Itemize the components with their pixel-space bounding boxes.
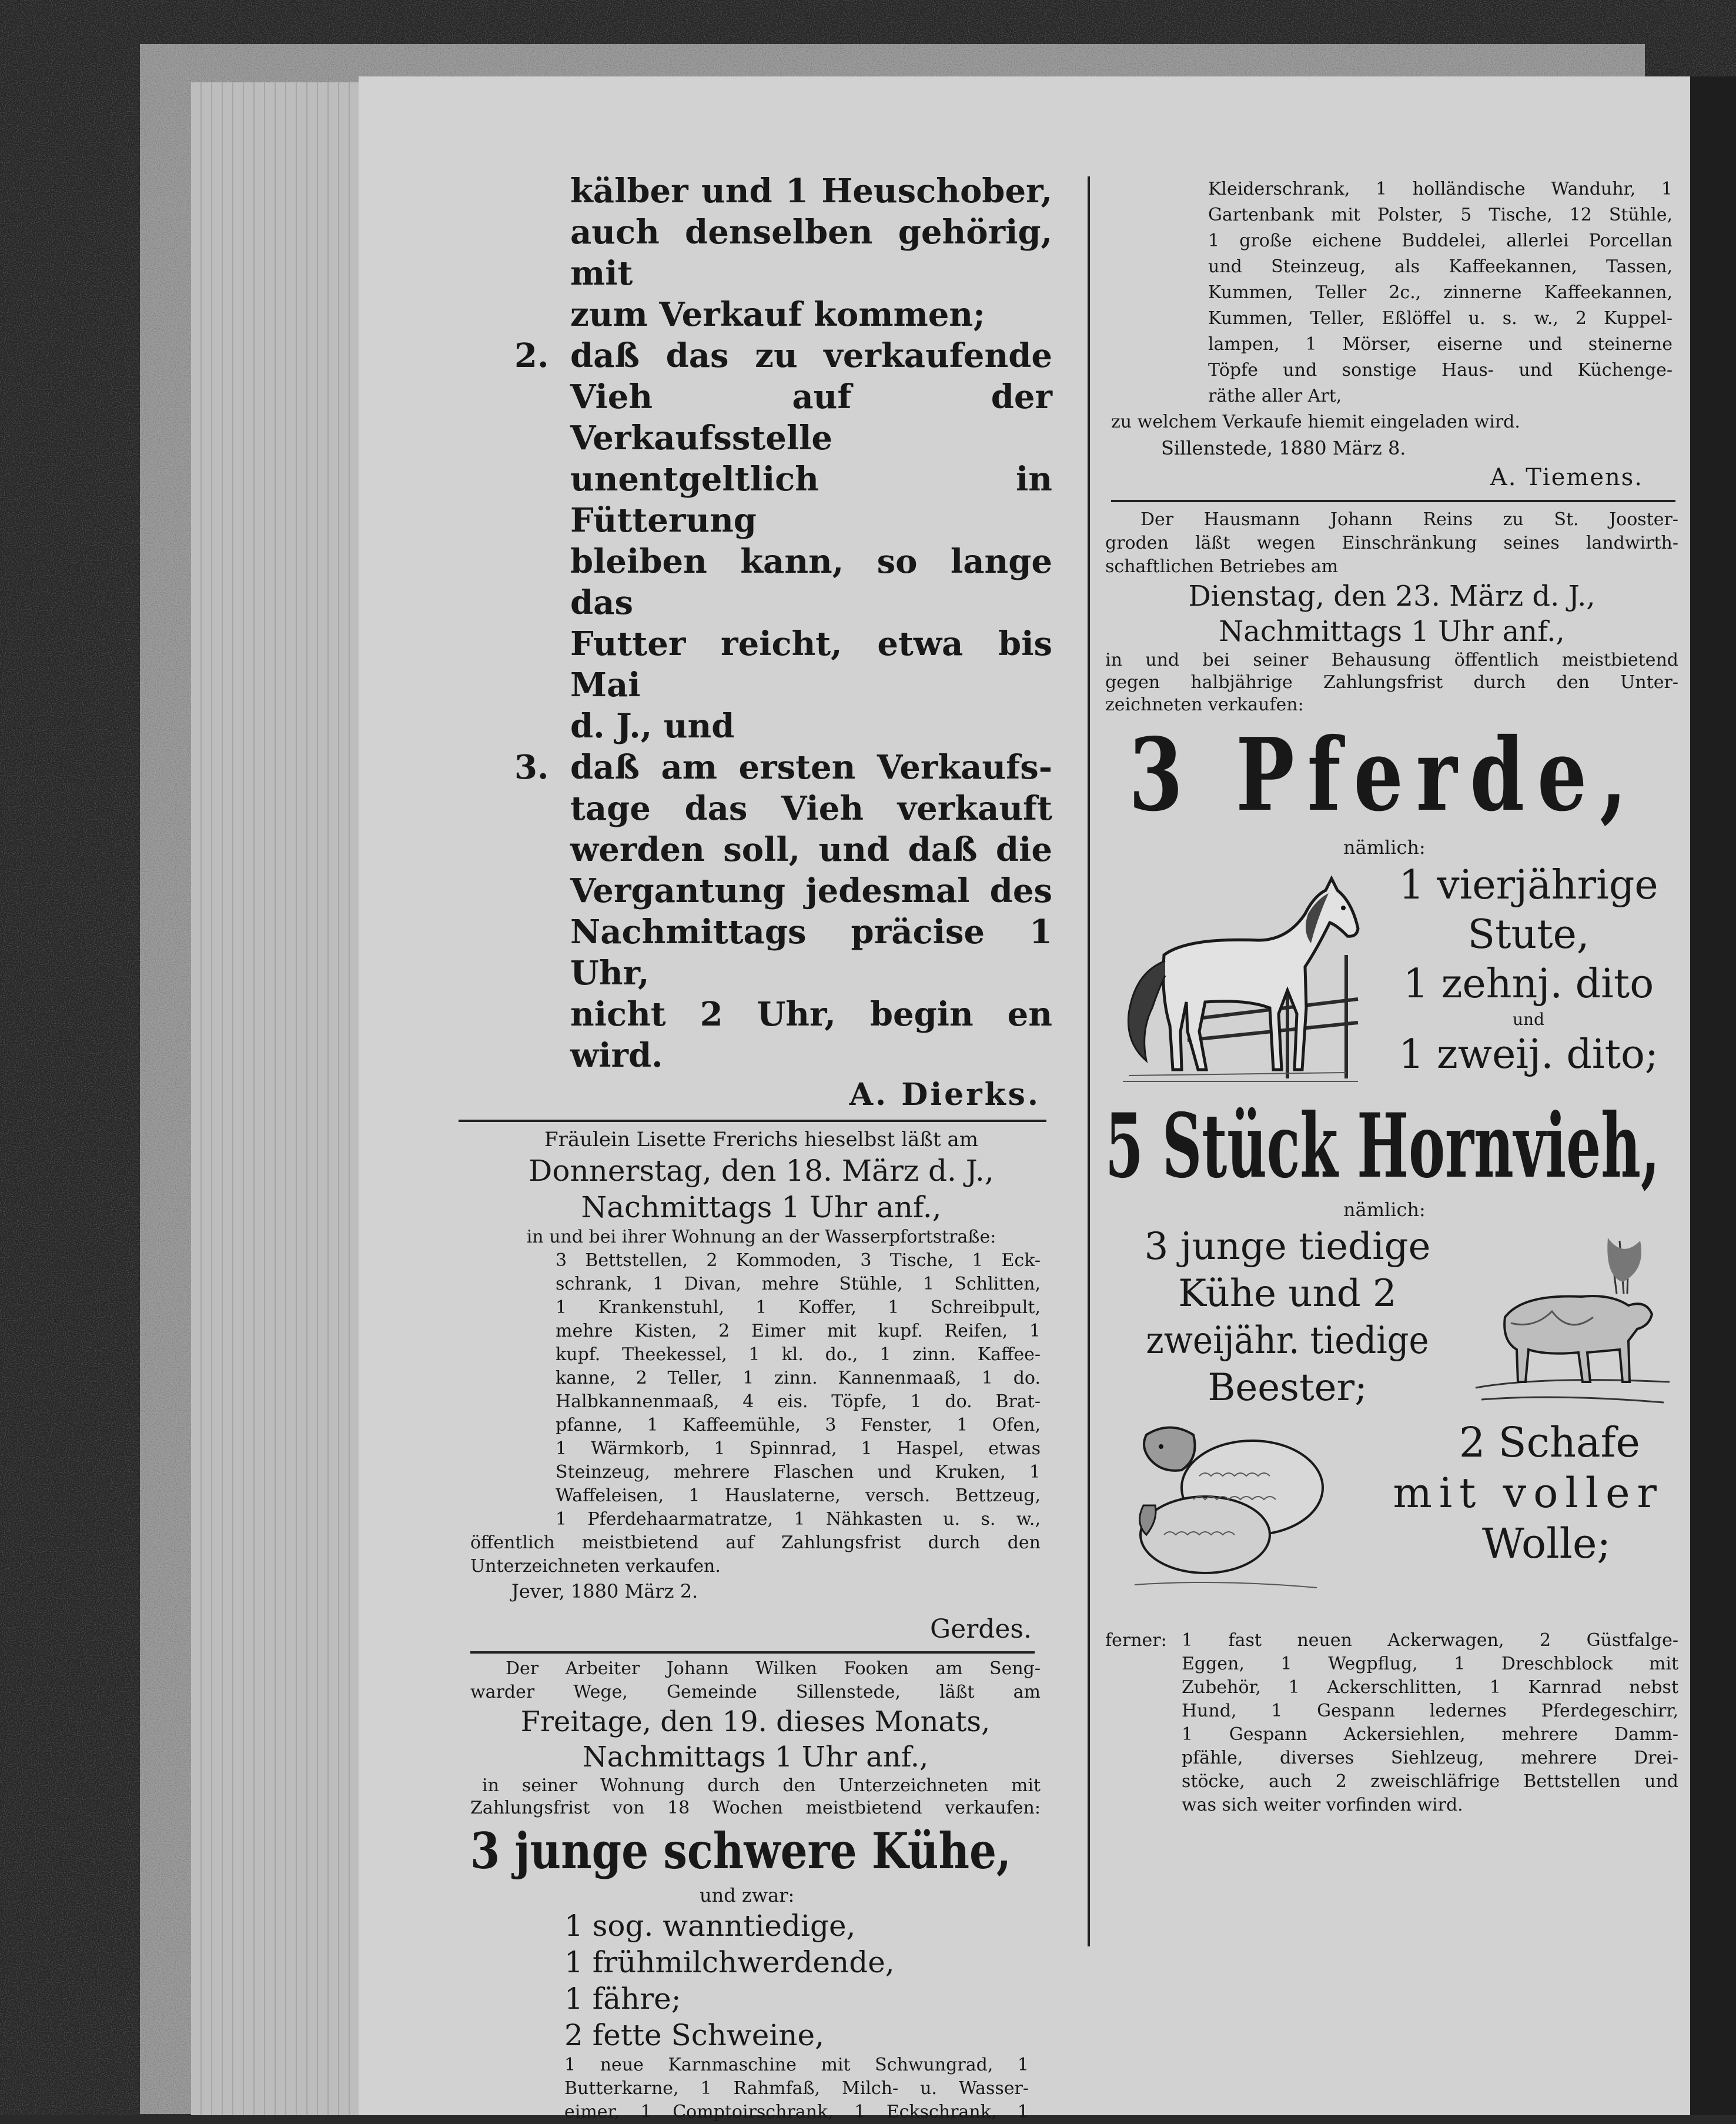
text-line: schaftlichen Betriebes am — [1105, 556, 1339, 577]
horse-illustration — [1111, 873, 1370, 1090]
item-number: 2. — [514, 336, 549, 375]
text-line: Futter reicht, etwa bis Mai — [570, 624, 1052, 704]
ad-intro: Fräulein Lisette Frerichs hieselbst läßt am — [544, 1128, 978, 1151]
ad-time: Nachmittags 1 Uhr anf., — [581, 1190, 942, 1224]
text-line: 1 Wärmkorb, 1 Spinnrad, 1 Haspel, etwas — [556, 1438, 1041, 1459]
naemlich-label: nämlich: — [1343, 836, 1426, 859]
text-line: Zahlungsfrist von 18 Wochen meistbietend verkaufen: — [470, 1798, 1041, 1818]
signature: A. Tiemens. — [1490, 464, 1643, 491]
horse-line: Stute, — [1467, 911, 1590, 958]
text-line: zeichneten verkaufen: — [1105, 694, 1304, 715]
text-line: warder Wege, Gemeinde Sillenstede, läßt am — [470, 1682, 1041, 1702]
text-line: räthe aller Art, — [1208, 386, 1342, 406]
text-line: Hund, 1 Gespann ledernes Pferdegeschirr, — [1182, 1701, 1678, 1721]
text-line: tage das Vieh verkauft — [570, 789, 1052, 828]
text-line: daß am ersten Verkaufs- — [570, 748, 1052, 787]
text-line: Vieh auf der Verkaufsstelle — [570, 378, 1052, 457]
text-line: Kleiderschrank, 1 holländische Wanduhr, 1 — [1208, 179, 1673, 199]
sheep-line: Wolle; — [1481, 1519, 1611, 1568]
ferner-label: ferner: — [1105, 1630, 1167, 1651]
ad-date: Donnerstag, den 18. März d. J., — [529, 1154, 994, 1188]
text-line: zum Verkauf kommen; — [570, 295, 985, 334]
list-item: 1 fähre; — [564, 1982, 681, 2016]
auction-ad-reins — [1105, 508, 1678, 1817]
text-line: mehre Kisten, 2 Eimer mit kupf. Reifen, 1 — [556, 1321, 1041, 1341]
left-column — [459, 171, 1064, 2124]
text-line: kälber und 1 Heuschober, — [570, 172, 1052, 211]
text-line: unentgeltlich in Fütterung — [570, 460, 1052, 540]
condition-item-2 — [459, 335, 1064, 747]
horse-line: 1 vierjährige — [1399, 862, 1658, 909]
text-line: Zubehör, 1 Ackerschlitten, 1 Karnrad nebst — [1182, 1677, 1678, 1698]
sheep-line: 2 Schafe — [1459, 1418, 1640, 1467]
place-date: Jever, 1880 März 2. — [511, 1580, 698, 1602]
text-line: in und bei ihrer Wohnung an der Wasserpfortstraße: — [526, 1227, 996, 1247]
text-line: kupf. Theekessel, 1 kl. do., 1 zinn. Kaffee- — [556, 1344, 1041, 1365]
auction-ad-fooken — [470, 1657, 1041, 2124]
ad-subhead: und zwar: — [700, 1884, 795, 1906]
headline-cattle: 5 Stück Hornvieh, — [1105, 1094, 1660, 1198]
text-line: werden soll, und daß die — [570, 830, 1052, 869]
text-line: 3 Bettstellen, 2 Kommoden, 3 Tische, 1 Eck- — [556, 1250, 1041, 1271]
text-line: pfanne, 1 Kaffeemühle, 3 Fenster, 1 Ofen, — [556, 1415, 1041, 1435]
cattle-line: 3 junge tiedige — [1144, 1225, 1431, 1268]
text-line: Halbkannenmaaß, 4 eis. Töpfe, 1 do. Brat- — [556, 1391, 1041, 1412]
text-line: Kummen, Teller, Eßlöffel u. s. w., 2 Kuppel- — [1208, 308, 1673, 329]
signature: A. Dierks. — [849, 1077, 1041, 1113]
headline-horses: 3 Pferde, — [1129, 716, 1640, 834]
text-line: 1 Pferdehaarmatratze, 1 Nähkasten u. s. w., — [556, 1509, 1041, 1529]
item-number: 3. — [514, 748, 549, 787]
cattle-illustration — [1470, 1235, 1675, 1411]
text-line: öffentlich meistbietend auf Zahlungsfrist durch den — [470, 1532, 1041, 1553]
text-line: Nachmittags präcise 1 Uhr, — [570, 913, 1052, 993]
text-line: kanne, 2 Teller, 1 zinn. Kannenmaaß, 1 do. — [556, 1368, 1041, 1388]
cattle-line: zweijähr. tiedige — [1146, 1319, 1429, 1362]
text-line: Der Arbeiter Johann Wilken Fooken am Seng- — [506, 1658, 1041, 1679]
text-line: auch denselben gehörig, mit — [570, 213, 1052, 293]
cattle-line: Beester; — [1207, 1366, 1367, 1410]
horse-line: 1 zweij. dito; — [1399, 1031, 1658, 1078]
signature: Gerdes. — [930, 1614, 1032, 1644]
text-line: pfähle, diverses Siehlzeug, mehrere Drei- — [1182, 1748, 1678, 1768]
list-item: 1 sog. wanntiedige, — [564, 1909, 856, 1943]
text-line: nicht 2 Uhr, begin en wird. — [570, 995, 1052, 1075]
text-line: d. J., und — [570, 707, 735, 746]
text-line: bleiben kann, so lange das — [570, 542, 1052, 622]
auction-ad-frerichs — [459, 1127, 1064, 1647]
ad-headline: 3 junge schwere Kühe, — [470, 1822, 1012, 1880]
text-line: stöcke, auch 2 zweischläfrige Bettstellen und — [1182, 1771, 1678, 1792]
sheep-illustration — [1129, 1417, 1329, 1594]
text-line: lampen, 1 Mörser, eiserne und steinerne — [1208, 334, 1673, 355]
invitation-line: zu welchem Verkaufe hiemit eingeladen wird. — [1111, 412, 1520, 432]
list-item: 1 frühmilchwerdende, — [564, 1945, 895, 1979]
text-line: groden läßt wegen Einschränkung seines landwirth- — [1105, 533, 1678, 553]
ad-date: Freitage, den 19. dieses Monats, — [520, 1705, 991, 1738]
text-line: was sich weiter vorfinden wird. — [1182, 1795, 1463, 1815]
text-line: gegen halbjährige Zahlungsfrist durch den Unter- — [1105, 672, 1678, 693]
place-date: Sillenstede, 1880 März 8. — [1161, 437, 1406, 459]
text-line: in seiner Wohnung durch den Unterzeichneten mit — [482, 1775, 1041, 1796]
text-line: Steinzeug, mehrere Flaschen und Kruken, 1 — [556, 1462, 1041, 1482]
ad-body — [459, 1225, 1064, 1578]
text-line: Eggen, 1 Wegpflug, 1 Dreschblock mit — [1182, 1654, 1678, 1674]
ad-time: Nachmittags 1 Uhr anf., — [1219, 615, 1565, 648]
item1-continuation — [570, 171, 1052, 335]
text-line: und Steinzeug, als Kaffeekannen, Tassen, — [1208, 256, 1673, 277]
text-line: daß das zu verkaufende — [570, 336, 1052, 375]
sheep-line: mit voller — [1393, 1469, 1664, 1517]
text-line: 1 neue Karnmaschine mit Schwungrad, 1 — [564, 2055, 1029, 2075]
condition-item-3 — [459, 747, 1064, 1076]
text-line: Töpfe und sonstige Haus- und Küchenge- — [1208, 360, 1673, 380]
text-line: Butterkarne, 1 Rahmfaß, Milch- u. Wasser- — [564, 2078, 1029, 2099]
ad-date: Dienstag, den 23. März d. J., — [1188, 580, 1595, 613]
text-line: Vergantung jedesmal des — [570, 871, 1052, 910]
text-line: Kummen, Teller 2c., zinnerne Kaffeekannen, — [1208, 282, 1673, 303]
text-line: schrank, 1 Divan, mehre Stühle, 1 Schlitten, — [556, 1274, 1041, 1294]
text-line: 1 große eichene Buddelei, allerlei Porcellan — [1208, 231, 1673, 251]
ad-separator — [1111, 500, 1675, 502]
text-line: Unterzeichneten verkaufen. — [470, 1556, 721, 1577]
horse-line: 1 zehnj. dito — [1403, 961, 1654, 1007]
cattle-line: Kühe und 2 — [1178, 1272, 1397, 1315]
text-line: Waffeleisen, 1 Hauslaterne, versch. Bettzeug, — [556, 1485, 1041, 1506]
ad-separator — [459, 1120, 1046, 1122]
text-line: 1 fast neuen Ackerwagen, 2 Güstfalge- — [1182, 1630, 1678, 1651]
naemlich-label: nämlich: — [1343, 1198, 1426, 1221]
horse-line-und: und — [1513, 1010, 1544, 1029]
right-column — [1105, 176, 1684, 1817]
list-item: 2 fette Schweine, — [564, 2018, 824, 2052]
text-line: 1 Gespann Ackersiehlen, mehrere Damm- — [1182, 1724, 1678, 1745]
text-line: in und bei seiner Behausung öffentlich meistbietend — [1105, 650, 1678, 670]
text-line: Gartenbank mit Polster, 5 Tische, 12 Stühle, — [1208, 205, 1673, 225]
text-line: 1 Krankenstuhl, 1 Koffer, 1 Schreibpult, — [556, 1297, 1041, 1318]
ad-separator — [470, 1651, 1035, 1654]
text-line: eimer, 1 Comptoirschrank, 1 Eckschrank, 1 — [564, 2102, 1029, 2122]
text-line: Der Hausmann Johann Reins zu St. Jooster- — [1140, 509, 1678, 530]
ad-time: Nachmittags 1 Uhr anf., — [582, 1741, 929, 1774]
